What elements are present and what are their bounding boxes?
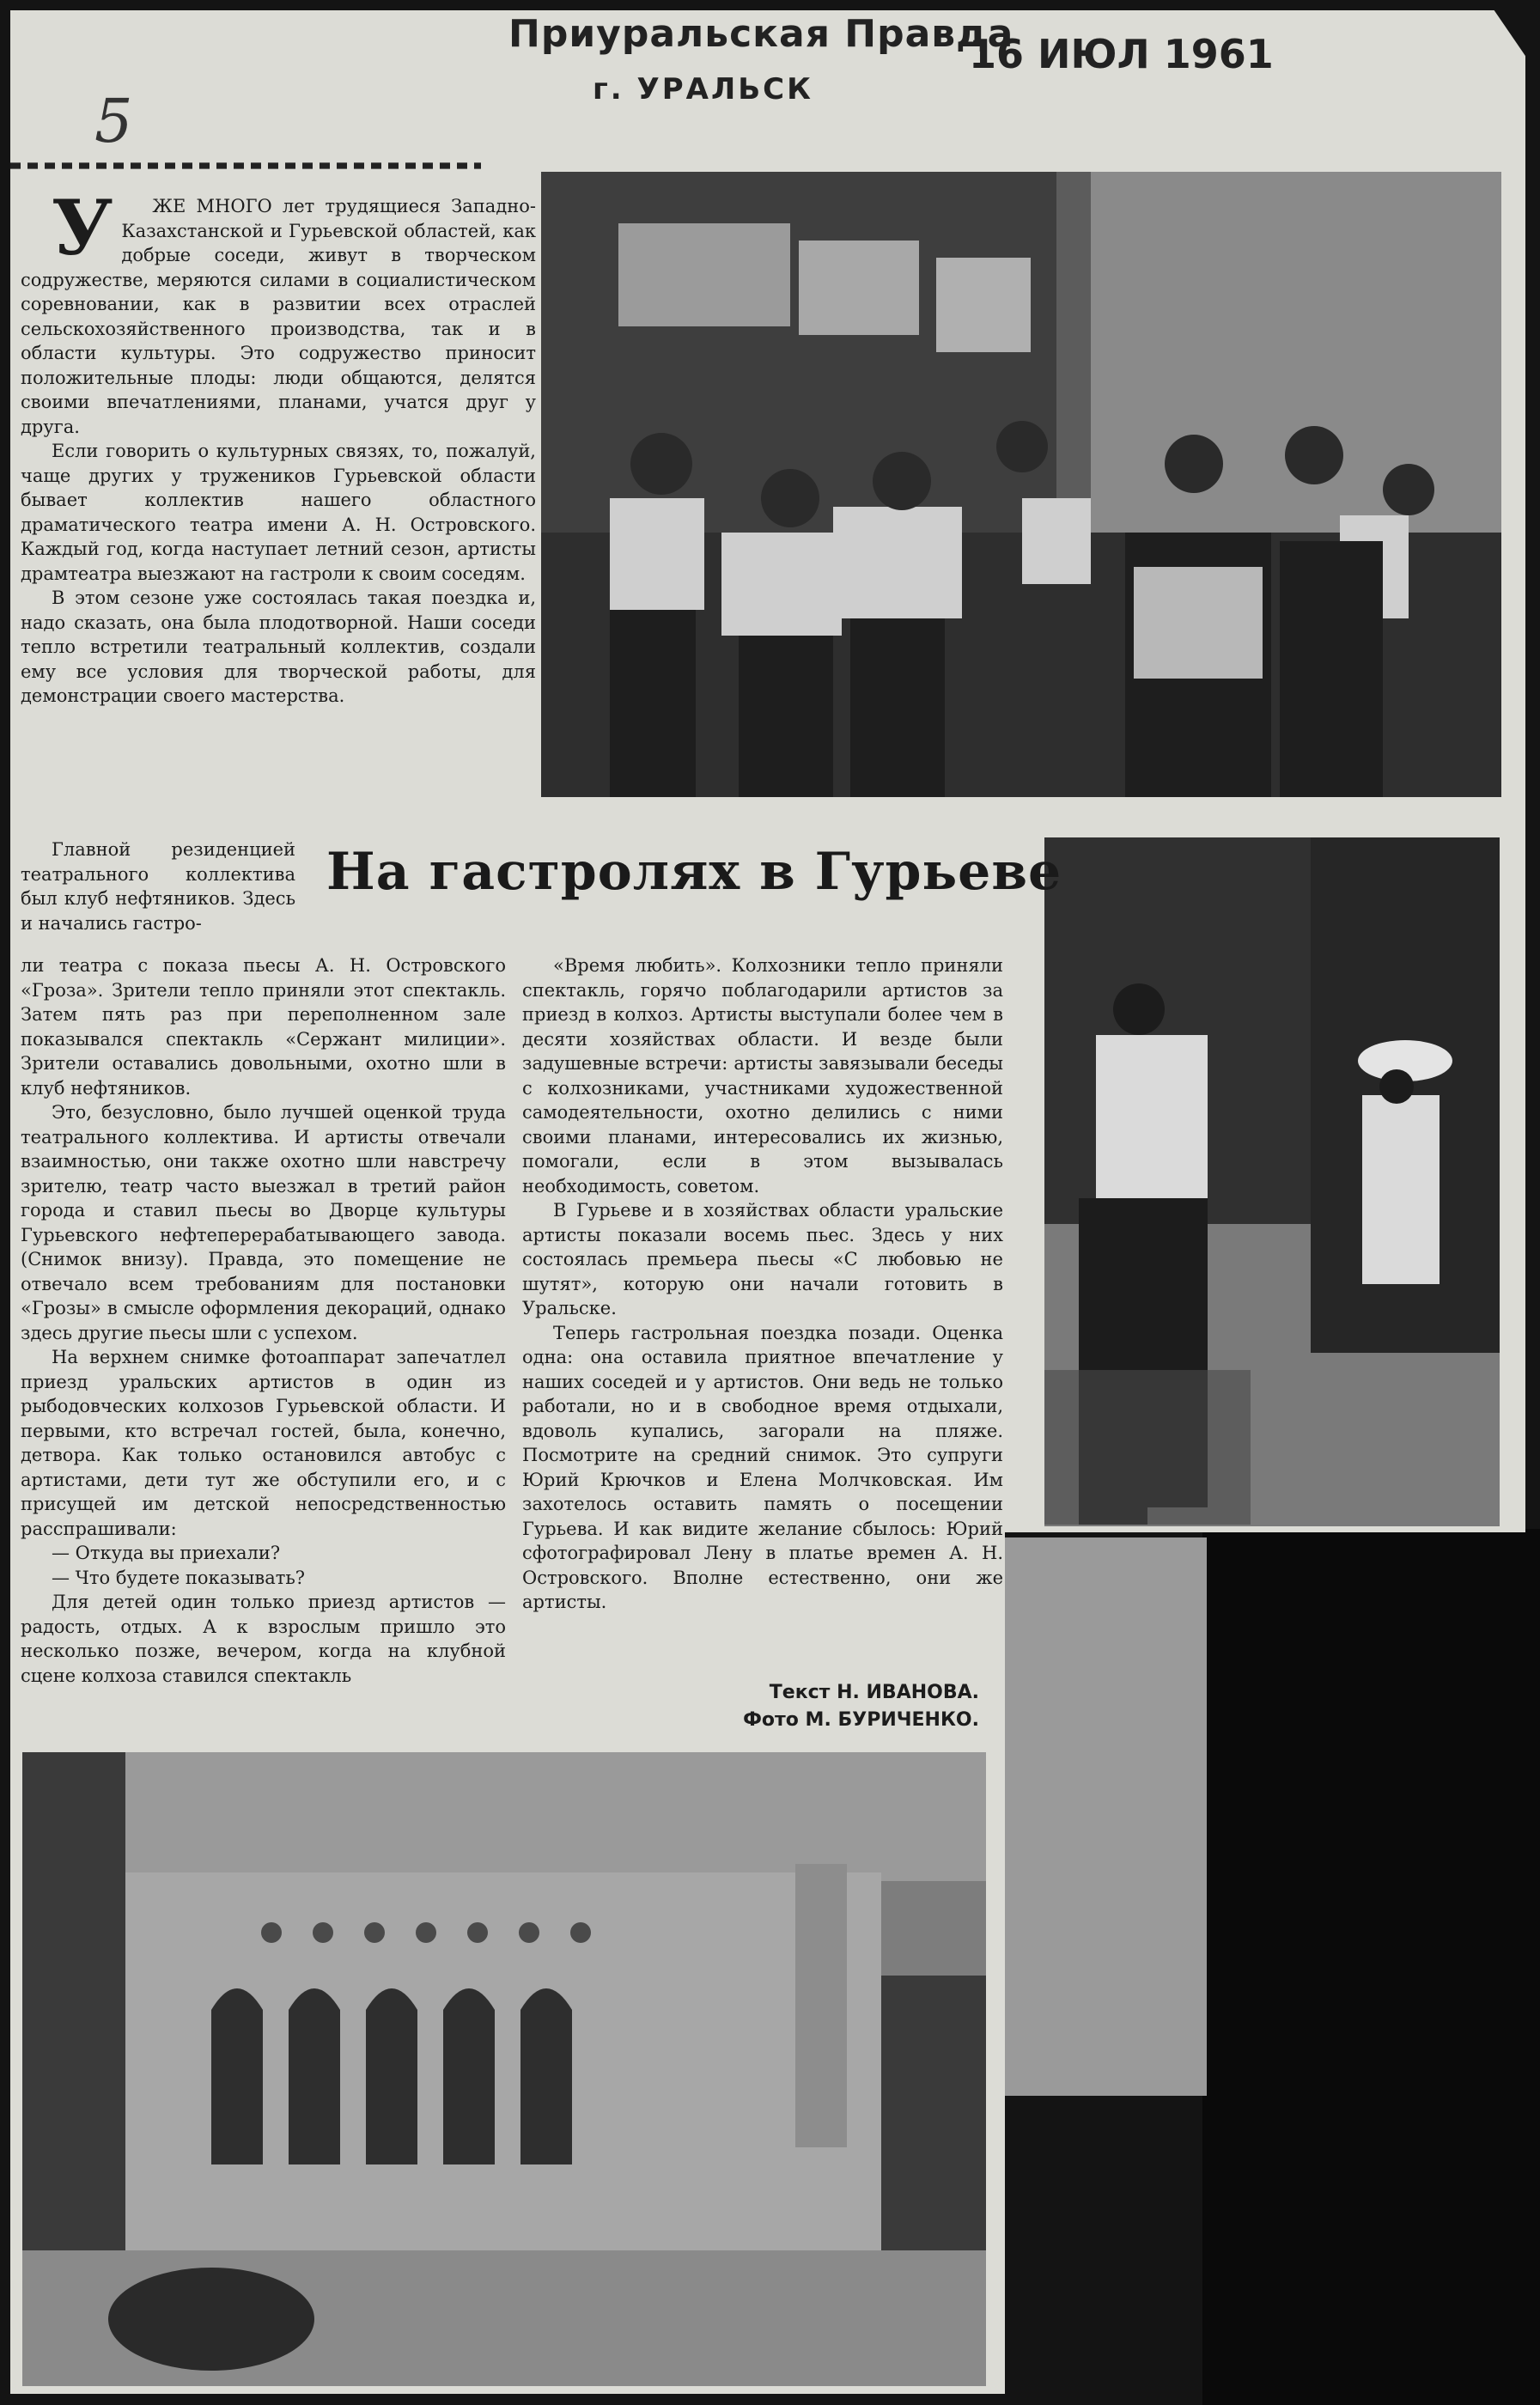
article-headline: На гастролях в Гурьеве (326, 842, 1062, 902)
intro-paragraph-1: УЖЕ МНОГО лет трудящиеся Западно-Казахстанской и Гурьевской областей, как добрые соседи, живут в творческом содружестве, меряются силами в социалистическом соревновании, как в развитии всех отраслей сельскохозяйственного производства, так и в области культуры. Это содружество приносит положительные плоды: люди общаются, делятся своими впечатлениями, планами, учатся друг у друга. (21, 183, 536, 437)
mid-col-paragraph-2: В Гурьеве и в хозяйствах области уральские артисты показали восемь пьес. Здесь у них состоялась премьера пьесы «С любовью не шутят», которую они начали готовить в Уральске. (522, 1200, 1003, 1318)
grey-board-strip (996, 1537, 1207, 2096)
intro-paragraph-2: Если говорить о культурных связях, то, пожалуй, чаще других у тружеников Гурьевской области бывает коллектив нашего областного драматического театра имени А. Н. Островского. Каждый год, когда наступает летний сезон, артисты драмтеатра выезжают на гастроли к своим соседям. (21, 441, 536, 584)
intro-paragraph-3: В этом сезоне уже состоялась такая поездка и, надо сказать, она была плодотворной. Наши соседи тепло встретили театральный коллектив, создали ему все условия для творческой работы, для демонстрации своего мастерства. (21, 588, 536, 706)
article-intro (21, 183, 536, 709)
photo-bus-arrival (541, 172, 1501, 797)
left-col-paragraph-6: Для детей один только приезд артистов — радость, отдых. А к взрослым пришло это несколько позже, вечером, когда на клубной сцене колхоза ставился спектакль (21, 1592, 506, 1686)
photo-couple-park (1044, 837, 1500, 1526)
left-col-paragraph-1: ли театра с показа пьесы А. Н. Островского «Гроза». Зрители тепло приняли этот спектакль. Затем пять раз при переполненном зале показывался спектакль «Сержант милиции». Зрители оставались довольными, охотно шли в клуб нефтяников. (21, 955, 506, 1099)
date-stamp: 16 ИЮЛ 1961 (969, 31, 1274, 77)
left-col-paragraph-4: — Откуда вы приехали? (52, 1543, 281, 1563)
left-col-paragraph-5: — Что будете показывать? (52, 1567, 306, 1588)
left-col-paragraph-3: На верхнем снимке фотоаппарат запечатлел приезд уральских артистов в один из рыбодовческих колхозов Гурьевской области. И первыми, кто встречал гостей, была, конечно, детвора. Как только остановился автобус с артистами, дети тут же обступили его, и с присущей им детской непосредственностью расспрашивали: (21, 1347, 506, 1539)
newspaper-city-stamp: г. УРАЛЬСК (593, 72, 813, 107)
newspaper-name-stamp: Приуральская Правда (508, 12, 1014, 56)
left-col-a-paragraph: Главной резиденцией театрального коллектива был клуб нефтяников. Здесь и начались гастро- (21, 839, 295, 934)
dark-board (1202, 1529, 1540, 2405)
handwritten-page-number: 5 (94, 86, 133, 156)
mid-col-paragraph-3: Теперь гастрольная поездка позади. Оценка одна: она оставила приятное впечатление у наших соседей и у артистов. Они ведь не только работали, но и в свободное время отдыхали, вдоволь купались, загорали на пляже. Посмотрите на средний снимок. Это супруги Юрий Крючков и Елена Молчковская. Им захотелось оставить память о посещении Гурьева. И как видите желание сбылось: Юрий сфотографировал Лену в платье времен А. Н. Островского. Вполне естественно, они же артисты. (522, 1322, 1003, 1612)
article-left-column-top (21, 837, 295, 935)
photo-credit: Фото М. БУРИЧЕНКО. (743, 1709, 979, 1731)
text-credit: Текст Н. ИВАНОВА. (769, 1682, 979, 1703)
article-middle-column (522, 953, 1003, 1615)
article-left-column (21, 953, 506, 1688)
photo-palace-of-culture (22, 1752, 986, 2386)
left-col-paragraph-2: Это, безусловно, было лучшей оценкой труда театрального коллектива. И артисты отвечали взаимностью, они также охотно шли навстречу зрителю, театр часто выезжал в третий район города и ставил пьесы во Дворце культуры Гурьевского нефтеперерабатывающего завода. (Снимок внизу). Правда, это помещение не отвечало всем требованиям для постановки «Грозы» в смысле оформления декораций, однако здесь другие пьесы шли с успехом. (21, 1102, 506, 1343)
mid-col-paragraph-1: «Время любить». Колхозники тепло приняли спектакль, горячо поблагодарили артистов за приезд в колхоз. Артисты выступали более чем в десяти хозяйствах области. И везде были задушевные встречи: артисты завязывали беседы с колхозниками, участниками художественной самодеятельности, охотно делились с ними своими планами, интересовались их жизнью, помогали, если в этом вызывалась необходимость, советом. (522, 955, 1003, 1196)
article-credits (670, 1679, 979, 1734)
